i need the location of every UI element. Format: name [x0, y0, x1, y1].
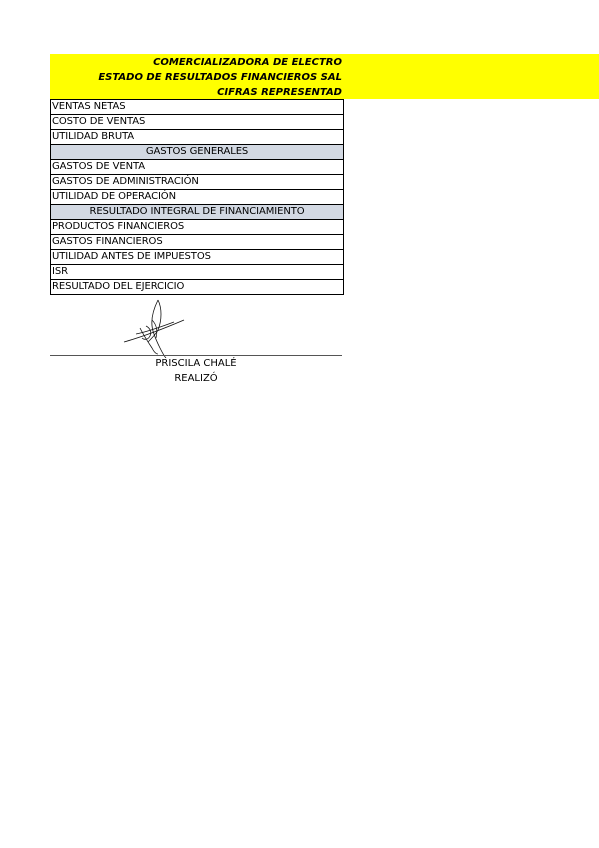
- row-isr: ISR: [51, 265, 343, 280]
- row-gastos-financieros: GASTOS FINANCIEROS: [51, 235, 343, 250]
- income-statement-table: [50, 99, 344, 295]
- handwritten-signature: [118, 298, 190, 358]
- row-gastos-de-administracion: GASTOS DE ADMINISTRACIÓN: [51, 175, 343, 190]
- row-utilidad-bruta: UTILIDAD BRUTA: [51, 130, 343, 145]
- row-ventas-netas: VENTAS NETAS: [51, 100, 343, 115]
- report-title: ESTADO DE RESULTADOS FINANCIEROS SAL: [98, 72, 342, 83]
- row-resultado-del-ejercicio: RESULTADO DEL EJERCICIO: [52, 281, 185, 292]
- row-costo-de-ventas: COSTO DE VENTAS: [51, 115, 343, 130]
- row-gastos-de-venta: GASTOS DE VENTA: [51, 160, 343, 175]
- company-name: COMERCIALIZADORA DE ELECTRO: [153, 57, 342, 68]
- signature-line: [50, 355, 342, 356]
- report-subtitle: CIFRAS REPRESENTAD: [217, 87, 342, 98]
- section-gastos-generales: GASTOS GENERALES: [51, 145, 343, 160]
- section-resultado-integral: RESULTADO INTEGRAL DE FINANCIAMIENTO: [51, 205, 343, 220]
- row-utilidad-antes-de-impuestos: UTILIDAD ANTES DE IMPUESTOS: [51, 250, 343, 265]
- signer-role: REALIZÓ: [174, 373, 218, 384]
- row-productos-financieros: PRODUCTOS FINANCIEROS: [51, 220, 343, 235]
- report-header: [50, 54, 599, 99]
- signer-name: PRISCILA CHALÉ: [155, 358, 237, 369]
- row-utilidad-de-operacion: UTILIDAD DE OPERACIÓN: [51, 190, 343, 205]
